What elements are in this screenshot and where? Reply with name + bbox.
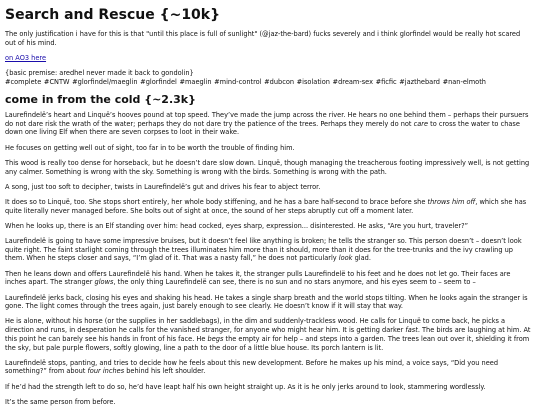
- paragraph-text: Laurefindelë jerks back, closing his eyes and shaking his head. He takes a single sharp breath and the world stops tilting. When he looks again the stranger is gone. The light comes through the trees again, just barely enough to see clearly. He doesn’t know if it will stay that way.: [5, 293, 528, 311]
- chapter-paragraph: [5, 159, 531, 176]
- emphasis-text: fast: [405, 326, 418, 335]
- work-summary: The only justification i have for this is that "until this place is full of sunlight" (@jaz-the-bard) fucks severely and i think glorfindel would be really hot scared out of his mind.: [5, 29, 521, 47]
- chapter-title: come in from the cold {~2.3k}: [5, 92, 196, 106]
- paragraph-text: glad.: [352, 254, 371, 263]
- paragraph-text: This wood is really too dense for horseback, but he doesn’t dare slow down. Linquë, though managing the treacherous footing impressively well, is not getting any calmer. Something is wrong with the sky. Something is wrong with the birds. Something is wrong with the path.: [5, 158, 530, 176]
- chapter-paragraph: [5, 383, 531, 392]
- paragraph-text: If he’d had the strength left to do so, he’d have leapt half his own height straight up. As it is he only jerks around to look, stammering wordlessly.: [5, 382, 486, 391]
- emphasis-text: begs: [207, 334, 224, 343]
- paragraph-text: A song, just too soft to decipher, twists in Laurefindelë’s gut and drives his fear to abject terror.: [5, 182, 321, 191]
- paragraph-text: He is alone, without his horse (or the supplies in her saddlebags), in the dim and suddenly-trackless wood. He calls for Linquë to come back, he picks a direction and runs, in desperation he calls for the vanished stranger, for anyone who might hear him. It is getting darker: [5, 317, 506, 335]
- ao3-link-paragraph: [5, 54, 531, 63]
- chapter-paragraph: [5, 398, 531, 407]
- chapter-paragraph: [5, 270, 531, 287]
- paragraph-text: Laurefindelë is going to have some impressive bruises, but it doesn’t feel like anything is broken; he tells the stranger so. This person doesn’t – doesn’t look quite right. The faint starlight coming through the trees illuminates him more than it should, more than it does for the tree-trunks and the ivy crawling up them. When he steps closer and says, “I’m glad of it. That was a nasty fall,” he does not particularly: [5, 237, 522, 263]
- paragraph-text: , which she has quite literally never managed before. She bolts out of sight at once, the sound of her steps abruptly cut off a moment later.: [5, 197, 527, 215]
- chapter-paragraph: [5, 111, 531, 137]
- chapter-paragraph: [5, 198, 531, 215]
- paragraph-text: , the only thing Laurefindelë can see, there is no sun and no stars anymore, and his eyes seem to – seem to –: [113, 278, 476, 287]
- paragraph-text: He focuses on getting well out of sight, too far in to be worth the trouble of finding him.: [5, 143, 295, 152]
- paragraph-text: It’s the same person from before.: [5, 397, 116, 406]
- emphasis-text: glows: [94, 278, 114, 287]
- ao3-link[interactable]: on AO3 here: [5, 53, 47, 62]
- emphasis-text: look: [338, 254, 353, 263]
- chapter-paragraph: [5, 359, 531, 376]
- paragraph-text: behind his left shoulder.: [124, 367, 206, 376]
- chapter-paragraph: [5, 294, 531, 311]
- paragraph-text: It does so to Linquë, too. She stops short entirely, her whole body stiffening, and he has a bare half-second to brace before she: [5, 197, 428, 206]
- paragraph-text: When he looks up, there is an Elf standing over him: head cocked, eyes sharp, expression... disinterested. He asks, “Are you hurt, traveler?”: [5, 221, 469, 230]
- chapter-paragraph: [5, 144, 531, 153]
- paragraph-text: Laurefindelë stops, panting, and tries to decide how he feels about this new development. Before he makes up his mind, a voice says, “Did you need something?” from about: [5, 358, 499, 376]
- paragraph-text: Laurefindelë’s heart and Linquë’s hooves pound at top speed. They’ve made the jump across the river. He hears no one behind them – perhaps their pursuers do not dare risk the wrath of the water; perhaps they do not dare try the patience of the trees. Perhaps they merely do not: [5, 111, 529, 128]
- paragraph-text: Then he leans down and offers Laurefindelë his hand. When he takes it, the stranger pulls Laurefindelë to his feet and he does not let go. Their faces are inches apart. The stranger: [5, 269, 511, 287]
- chapter-paragraph: [5, 237, 531, 263]
- premise-text: {basic premise: aredhel never made it back to gondolin}: [5, 68, 194, 77]
- work-title: Search and Rescue {~10k}: [5, 7, 221, 23]
- premise-and-tags: [5, 69, 531, 86]
- paragraph-text: . The birds are laughing at him. At this point he can barely see his hands in front of his face. He: [5, 326, 531, 343]
- chapter-paragraph: [5, 222, 531, 231]
- tag-list: #complete #CNTW #glorfindel/maeglin #glorfindel #maeglin #mind-control #dubcon #isolation #dream-sex #ficfic #jazthebard #nan-elmoth: [5, 77, 486, 86]
- chapter-paragraph: [5, 317, 531, 352]
- chapter-body: [5, 111, 531, 407]
- emphasis-text: throws him off: [427, 197, 476, 206]
- chapter-paragraph: [5, 183, 531, 192]
- paragraph-text: to cross the water to chase down one living Elf when there are seven corpses to loot in their wake.: [5, 119, 520, 137]
- emphasis-text: care: [413, 119, 429, 128]
- paragraph-text: the empty air for help – and steps into a garden. The trees lean out over it, shielding it from the sky, but pale purple flowers, softly glowing, line a path to the door of a little blue house. Its porch lantern is lit.: [5, 334, 530, 352]
- emphasis-text: four inches: [87, 367, 125, 376]
